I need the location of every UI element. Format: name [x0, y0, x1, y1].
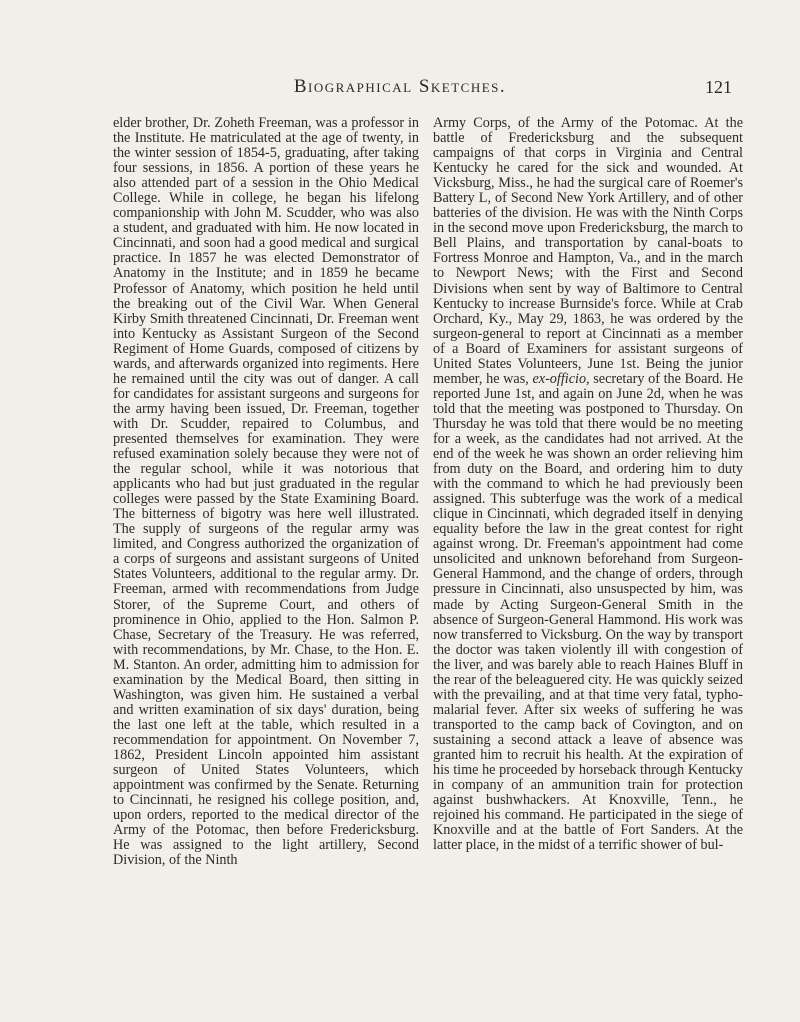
- italic-term: ex-officio,: [532, 370, 590, 387]
- text-column-right: [433, 116, 743, 853]
- running-title: Biographical Sketches.: [293, 76, 507, 97]
- page-number: 121: [705, 77, 732, 97]
- paragraph: elder brother, Dr. Zoheth Freeman, was a professor in the Institute. He matriculated at the age of twenty, in the winter session of 1854-5, graduating, after taking four sessions, in 1856. A portion of these years he also attended part of a session in the Ohio Medical College. While in college, he began his lifelong companionship with John M. Scudder, who was also a student, and graduated with him. He now located in Cincinnati, and soon had a good medical and surgical practice. In 1857 he was elected Demonstrator of Anatomy in the Institute; and in 1859 he became Professor of Anatomy, which position he held until the breaking out of the Civil War. When General Kirby Smith threatened Cincinnati, Dr. Freeman went into Kentucky as Assistant Surgeon of the Second Regiment of Home Guards, composed of citizens by wards, and afterwards organized into regiments. Here he remained until the city was out of danger. A call for candidates for assistant surgeons and surgeons for the army having been issued, Dr. Freeman, together with Dr. Scudder, repaired to Columbus, and presented themselves for examination. They were refused examination solely because they were not of the regular school, while it was notorious that applicants who had but just graduated in the regular colleges were passed by the State Examining Board. The bitterness of bigotry was here well illustrated. The supply of surgeons of the regular army was limited, and Congress authorized the organization of a corps of surgeons and assistant surgeons of United States Volunteers, additional to the regular army. Dr. Freeman, armed with recommendations from Judge Storer, of the Supreme Court, and others of prominence in Ohio, applied to the Hon. Salmon P. Chase, Secretary of the Treasury. He was referred, with recommendations, by Mr. Chase, to the Hon. E. M. Stanton. An order, admitting him to admission for examination by the Medical Board, then sitting in Washington, was given him. He sustained a verbal and written examination of six days' duration, being the last one left at the table, which resulted in a recommendation for appointment. On November 7, 1862, President Lincoln appointed him assistant surgeon of United States Volunteers, which appointment was confirmed by the Senate. Returning to Cincinnati, he resigned his college position, and, upon orders, reported to the medical director of the Army of the Potomac, then before Fredericksburg. He was assigned to the light artillery, Second Division, of the Ninth: [113, 115, 419, 869]
- text-column-left: [113, 116, 419, 868]
- paragraph: [433, 116, 743, 853]
- text-segment: secretary of the Board. He reported June 1st, and again on June 2d, when he was told that the meeting was postponed to Thursday. On Thursday he was told that there would be no meeting for a week, as the candidates had not arrived. At the end of the week he was shown an order relieving him from duty on the Board, and ordering him to duty with the command to which he had previously been assigned. This subterfuge was the work of a medical clique in Cincinnati, which degraded itself in denying equality before the law in the great contest for right against wrong. Dr. Freeman's appointment had come unsolicited and unknown beforehand from Surgeon-General Hammond, and the change of orders, through pressure in Cincinnati, also unsuspected by him, was made by Acting Surgeon-General Smith in the absence of Surgeon-General Hammond. His work was now transferred to Vicksburg. On the way by transport the doctor was taken violently ill with congestion of the liver, and was barely able to reach Haines Bluff in the rear of the beleaguered city. He was quickly seized with the prevailing, and at that time very fatal, typho-malarial fever. After six weeks of suffering he was transported to the camp back of Covington, and on sustaining a second attack a leave of absence was granted him to recruit his health. At the expiration of his time he proceeded by horseback through Kentucky in company of an ammunition train for protection against bushwhackers. At Knoxville, Tenn., he rejoined his command. He participated in the siege of Knoxville and at the battle of Fort Sanders. At the latter place, in the midst of a terrific shower of bul-: [433, 370, 744, 854]
- page-header: [0, 76, 800, 106]
- text-segment: Army Corps, of the Army of the Potomac. At the battle of Fredericksburg and the subsequent campaigns of that corps in Virginia and Central Kentucky he cared for the sick and wounded. At Vicksburg, Miss., he had the surgical care of Roemer's Battery L, of Second New York Artillery, and of other batteries of the division. He was with the Ninth Corps in the second move upon Fredericksburg, the march to Bell Plains, and transportation by canal-boats to Fortress Monroe and Hampton, Va., and in the march to Newport News; with the First and Second Divisions when sent by way of Baltimore to Central Kentucky to increase Burnside's force. While at Crab Orchard, Ky., May 29, 1863, he was ordered by the surgeon-general to report at Cincinnati as a member of a Board of Examiners for assistant surgeons of United States Volunteers, June 1st. Being the junior member, he was,: [433, 115, 743, 387]
